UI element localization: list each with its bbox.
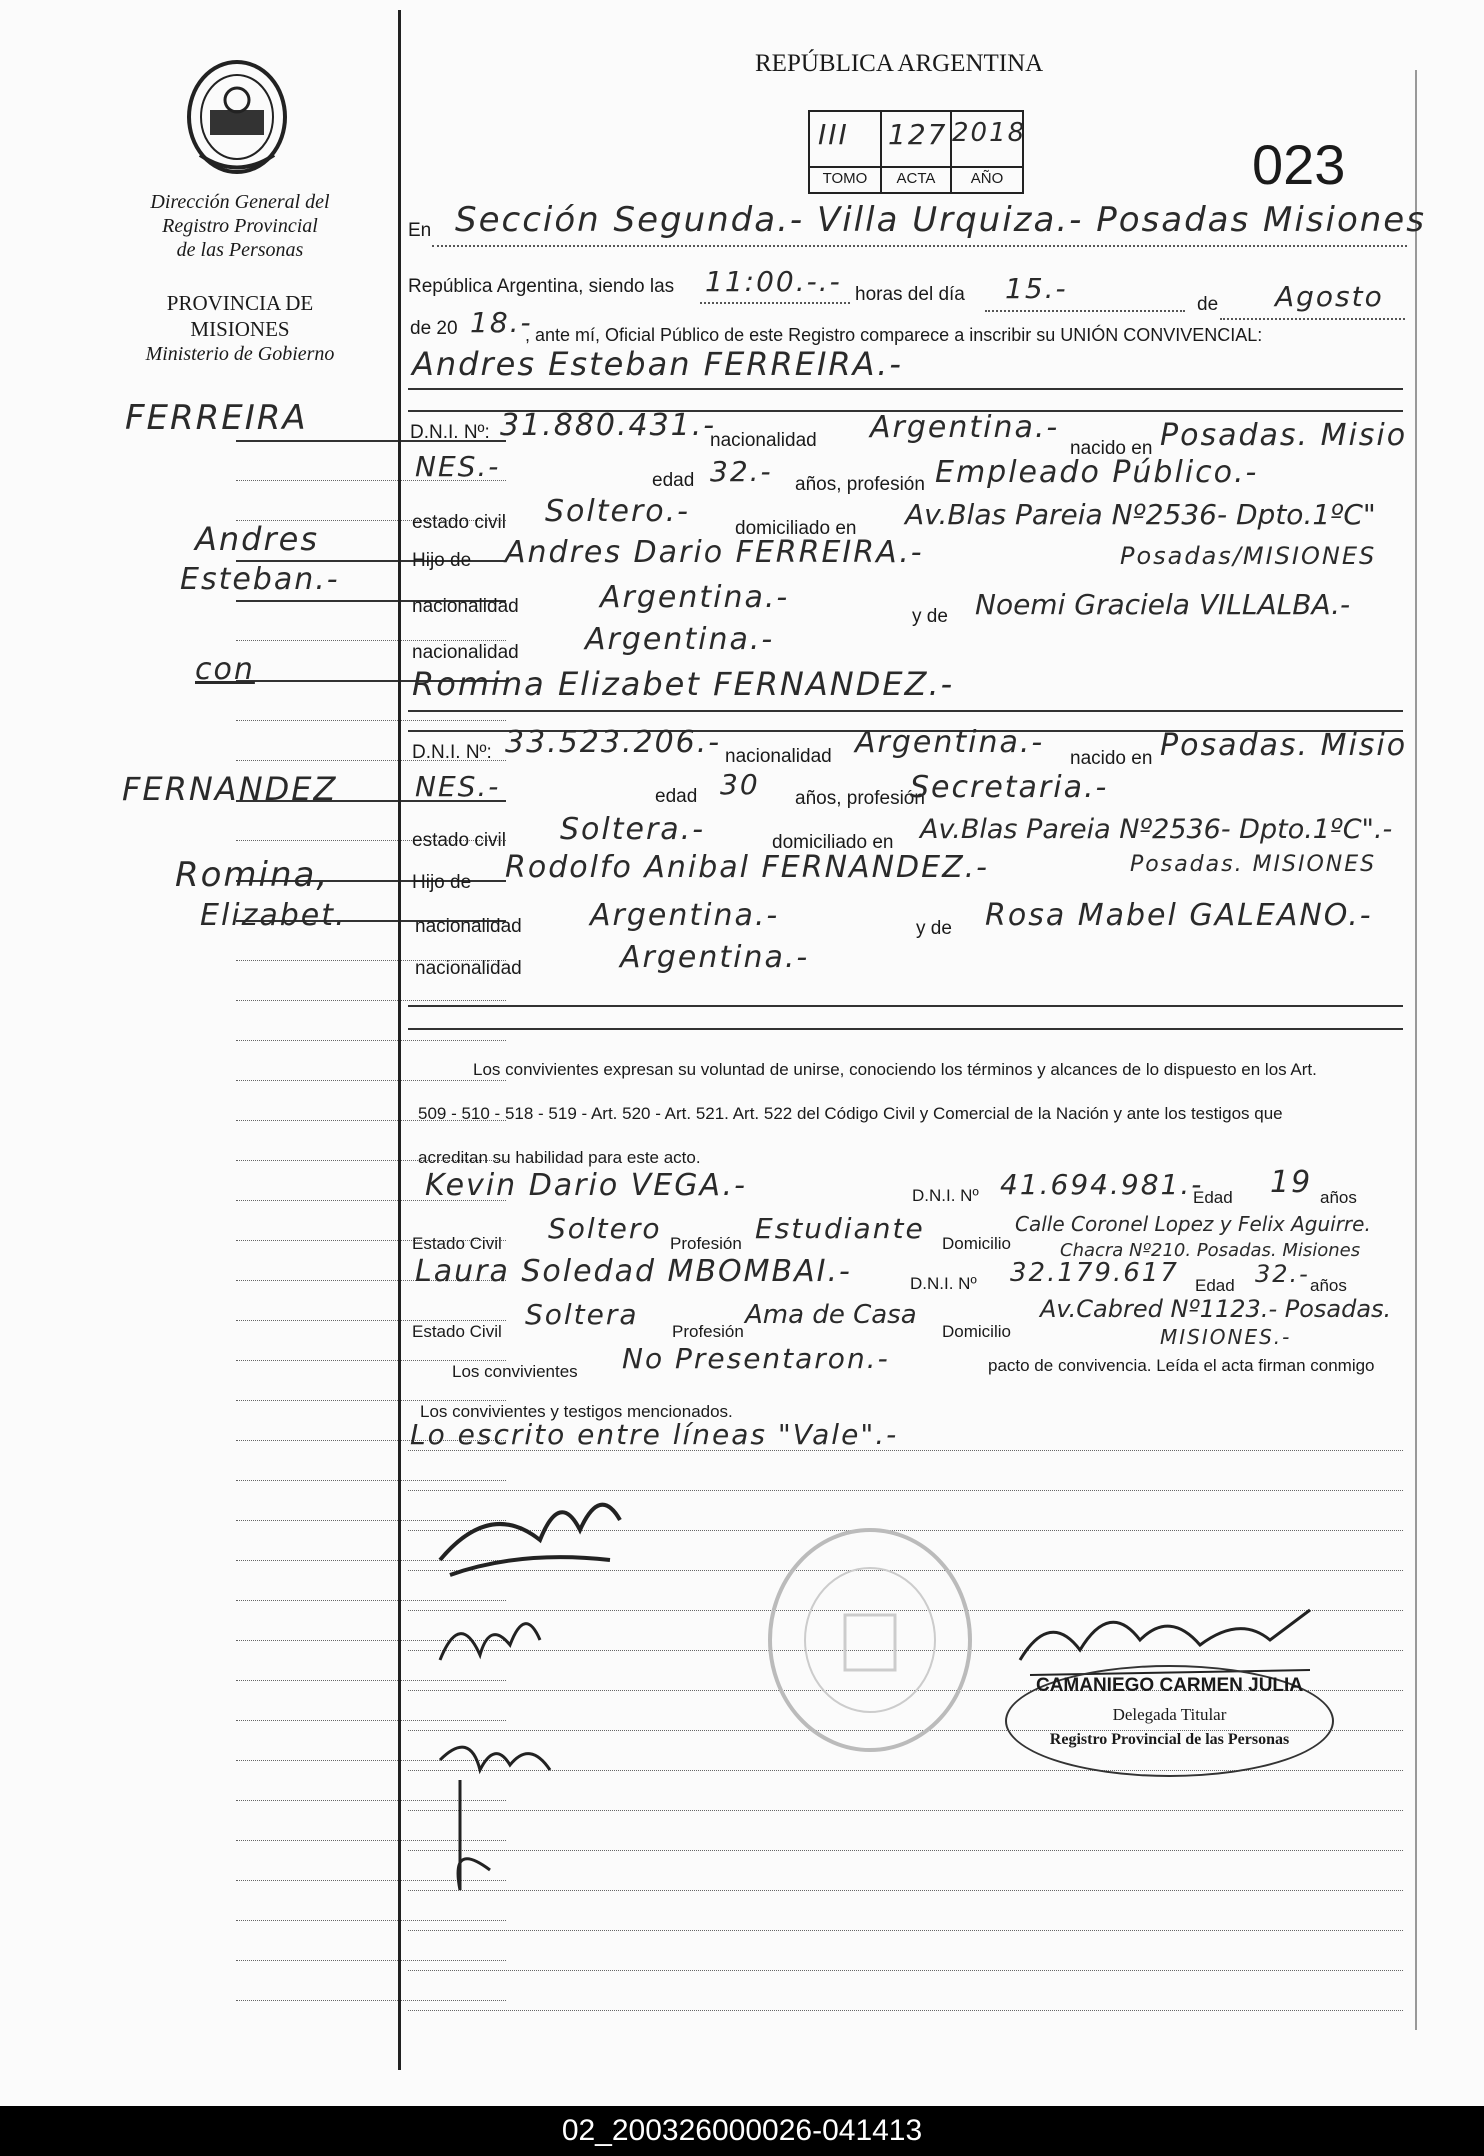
signature-1-icon: [430, 1480, 650, 1590]
w1-edad-value: 19: [1270, 1165, 1313, 1200]
p1-nacido-label: nacido en: [1070, 438, 1153, 459]
margin-divider: [398, 10, 401, 2070]
w2-dom-label: Domicilio: [942, 1322, 1011, 1341]
w1-civil-value: Soltero: [548, 1212, 662, 1245]
provincial-seal-icon: [180, 55, 295, 180]
acta-value: 127: [888, 118, 948, 151]
w2-anos-label: años: [1310, 1276, 1347, 1295]
p1-edad-value: 32.-: [710, 455, 773, 488]
en-value: Sección Segunda.- Villa Urquiza.- Posadas Misiones: [455, 200, 1426, 240]
p1-padre-lugar: Posadas/MISIONES: [1120, 542, 1377, 570]
margin-given-1a: Andres: [195, 520, 319, 558]
p1-padre-nac-label: nacionalidad: [412, 596, 519, 617]
w2-dni-value: 32.179.617: [1010, 1258, 1179, 1288]
registry-seal-stamp-icon: [760, 1520, 980, 1760]
margin-given-2a: Romina,: [175, 855, 330, 895]
p1-dni-label: D.N.I. Nº:: [410, 422, 490, 443]
margin-given-2b: Elizabet.: [200, 898, 347, 933]
p2-dom-value: Av.Blas Pareia Nº2536- Dpto.1ºC".-: [920, 814, 1393, 845]
w2-prof-label: Profesión: [672, 1322, 744, 1341]
official-registry: Registro Provincial de las Personas: [1049, 1731, 1290, 1748]
acta-label: ACTA: [896, 170, 936, 187]
w1-dom-value-2: Chacra Nº210. Posadas. Misiones: [1060, 1240, 1361, 1261]
anio-label: AÑO: [970, 170, 1004, 187]
anio-value: 2018: [952, 118, 1027, 148]
margin-ruled-lines: [118, 395, 388, 2045]
official-stamp: [1005, 1665, 1334, 1777]
p1-hijo-label: Hijo de: [412, 550, 472, 571]
w1-civil-label: Estado Civil: [412, 1234, 502, 1253]
w1-prof-label: Profesión: [670, 1234, 742, 1253]
p2-dni-value: 33.523.206.-: [505, 725, 722, 760]
p2-padre-nac-label: nacionalidad: [415, 916, 522, 937]
p2-civil-label: estado civil: [412, 830, 506, 851]
p1-madre-nac-label: nacionalidad: [412, 642, 519, 663]
line2-label-b: horas del día: [855, 284, 965, 305]
dia-value: 15.-: [1005, 272, 1068, 305]
w2-prof-value: Ama de Casa: [745, 1300, 917, 1330]
p1-civil-label: estado civil: [412, 512, 506, 533]
official-signature-text: [1090, 1600, 1243, 1635]
p2-edad-value: 30: [720, 768, 760, 801]
page-number: 023: [1252, 133, 1346, 196]
p2-prof-value: Secretaria.-: [910, 770, 1109, 805]
w1-dom-label: Domicilio: [942, 1234, 1011, 1253]
p1-yde-label: y de: [912, 606, 948, 627]
p2-dom-label: domiciliado en: [772, 832, 894, 853]
tomo-label: TOMO: [822, 170, 868, 187]
p1-prof-label: años, profesión: [795, 474, 925, 495]
person1-name: Andres Esteban FERREIRA.-: [412, 345, 903, 383]
p1-nacido-value: Posadas. Misio: [1160, 418, 1408, 453]
country-title: REPÚBLICA ARGENTINA: [755, 50, 1044, 77]
p1-madre-nac-value: Argentina.-: [585, 622, 775, 657]
mes-value: Agosto: [1275, 280, 1384, 313]
margin-surname-2: FERNANDEZ: [122, 770, 338, 808]
p2-nacido-cont: NES.-: [415, 770, 501, 803]
tomo-value: III: [818, 118, 849, 151]
p2-yde-label: y de: [916, 918, 952, 939]
p1-dom-value: Av.Blas Pareia Nº2536- Dpto.1ºC": [905, 498, 1376, 531]
w2-edad-value: 32.-: [1255, 1260, 1310, 1288]
p2-nacido-value: Posadas. Misio: [1160, 728, 1408, 763]
witness1-name: Kevin Dario VEGA.-: [425, 1168, 747, 1203]
w1-dom-value: Calle Coronel Lopez y Felix Aguirre.: [1015, 1212, 1371, 1236]
p2-nacido-label: nacido en: [1070, 748, 1153, 769]
p1-padre-value: Andres Dario FERREIRA.-: [505, 535, 924, 570]
p1-nacido-cont: NES.-: [415, 450, 501, 483]
province-name: PROVINCIA DE MISIONES: [166, 291, 314, 341]
p2-padre-nac-value: Argentina.-: [590, 898, 780, 933]
p1-edad-label: edad: [652, 470, 695, 491]
signature-2-icon: [430, 1600, 550, 1680]
ministry-name: Ministerio de Gobierno: [145, 343, 335, 365]
p2-nac-value: Argentina.-: [855, 725, 1045, 760]
p1-padre-nac-value: Argentina.-: [600, 580, 790, 615]
p2-madre-nac-value: Argentina.-: [620, 940, 810, 975]
w2-civil-value: Soltera: [525, 1298, 639, 1331]
nota-entrelineas: Lo escrito entre líneas "Vale".-: [410, 1418, 899, 1451]
p2-nac-label: nacionalidad: [725, 746, 832, 767]
w2-civil-label: Estado Civil: [412, 1322, 502, 1341]
w2-edad-label: Edad: [1195, 1276, 1235, 1295]
w1-prof-value: Estudiante: [755, 1212, 925, 1245]
legal-paragraph-4: Los convivientes y testigos mencionados.: [420, 1402, 733, 1421]
person2-name: Romina Elizabet FERNANDEZ.-: [412, 665, 955, 703]
p2-civil-value: Soltera.-: [560, 812, 706, 847]
line3-label-a: de 20: [410, 318, 458, 339]
p2-padre-value: Rodolfo Anibal FERNANDEZ.-: [505, 850, 989, 885]
p1-nac-label: nacionalidad: [710, 430, 817, 451]
legal-paragraph-1: Los convivientes expresan su voluntad de unirse, conociendo los términos y alcances de lo dispuesto en los Art.: [473, 1060, 1317, 1079]
margin-surname-1: FERREIRA: [125, 398, 308, 438]
p2-padre-lugar: Posadas. MISIONES: [1130, 852, 1377, 877]
witness2-name: Laura Soledad MBOMBAI.-: [415, 1254, 852, 1289]
conv-value: No Presentaron.-: [622, 1342, 890, 1375]
margin-given-1b: Esteban.-: [180, 562, 340, 597]
p1-nac-value: Argentina.-: [870, 410, 1060, 445]
w2-dni-label: D.N.I. Nº: [910, 1274, 977, 1293]
p2-madre-value: Rosa Mabel GALEANO.-: [985, 898, 1373, 933]
p1-civil-value: Soltero.-: [545, 494, 691, 529]
legal-paragraph-3: acreditan su habilidad para este acto.: [418, 1148, 701, 1167]
record-box: [808, 110, 1027, 194]
line2-label-a: República Argentina, siendo las: [408, 276, 675, 297]
p1-prof-value: Empleado Público.-: [935, 455, 1259, 490]
p2-prof-label: años, profesión: [795, 788, 925, 809]
legal-paragraph-2: 509 - 510 - 518 - 519 - Art. 520 - Art. 521. Art. 522 del Código Civil y Comercial de la Nación y ante los testigos que: [418, 1104, 1283, 1123]
w2-dom-value-2: MISIONES.-: [1160, 1325, 1292, 1349]
w1-dni-value: 41.694.981.-: [1000, 1168, 1204, 1201]
w1-anos-label: años: [1320, 1188, 1357, 1207]
pacto-text: pacto de convivencia. Leída el acta firman conmigo: [988, 1356, 1375, 1375]
official-role: Delegada Titular: [1112, 1705, 1227, 1724]
line3-label-b: , ante mí, Oficial Público de este Registro comparece a inscribir su UNIÓN CONVIVENCIAL:: [525, 325, 1263, 345]
margin-connector: con: [195, 652, 255, 687]
w1-dni-label: D.N.I. Nº: [912, 1186, 979, 1205]
official-name: CAMANIEGO CARMEN JULIA: [1035, 1675, 1304, 1696]
left-margin: [0, 0, 398, 2100]
p1-dom-label: domiciliado en: [735, 518, 857, 539]
p2-edad-label: edad: [655, 786, 698, 807]
p2-dni-label: D.N.I. Nº:: [412, 742, 492, 763]
w2-dom-value: Av.Cabred Nº1123.- Posadas.: [1040, 1295, 1392, 1323]
hora-value: 11:00.-.-: [705, 265, 842, 298]
p2-madre-nac-label: nacionalidad: [415, 958, 522, 979]
line2-label-c: de: [1197, 294, 1219, 315]
p2-hijo-label: Hijo de: [412, 872, 472, 893]
signature-3-icon: [420, 1720, 570, 1910]
anio-comparece: 18.-: [470, 306, 533, 339]
en-label: En: [408, 220, 432, 241]
conv-label: Los convivientes: [452, 1362, 578, 1381]
w1-edad-label: Edad: [1193, 1188, 1233, 1207]
scan-id-footer: 02_200326000026-041413: [0, 2106, 1484, 2156]
p1-madre-value: Noemi Graciela VILLALBA.-: [975, 588, 1351, 621]
p1-dni-value: 31.880.431.-: [500, 408, 717, 443]
right-border: [1415, 70, 1417, 2030]
office-name: Dirección General del Registro Provincial de las Personas: [150, 191, 330, 261]
